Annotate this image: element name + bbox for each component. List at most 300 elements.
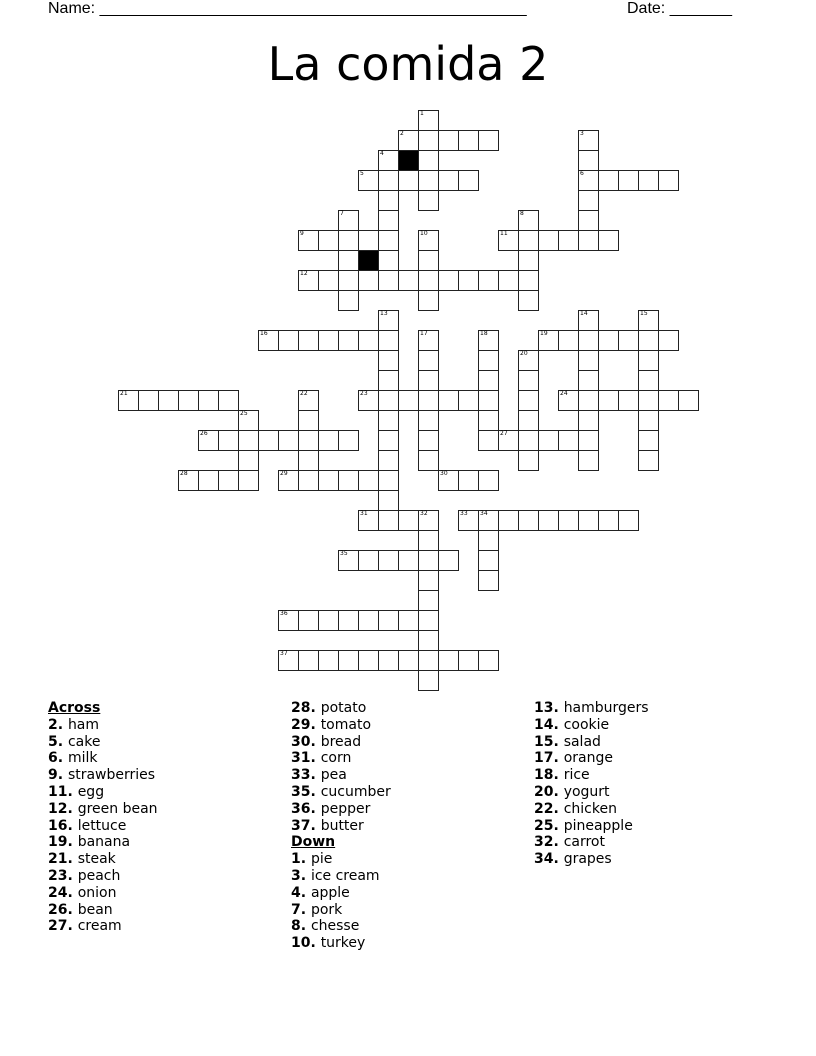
grid-cell[interactable]	[358, 330, 379, 351]
grid-cell[interactable]	[518, 210, 539, 231]
clue-item	[534, 767, 649, 784]
grid-cell[interactable]	[478, 410, 499, 431]
cell-number: 4	[380, 150, 384, 157]
clue-item	[48, 868, 158, 885]
grid-cell[interactable]	[458, 270, 479, 291]
grid-cell[interactable]	[478, 370, 499, 391]
grid-cell[interactable]	[358, 610, 379, 631]
grid-cell[interactable]	[418, 590, 439, 611]
grid-cell[interactable]	[498, 430, 519, 451]
clue-column-1	[48, 700, 158, 935]
grid-cell[interactable]	[478, 390, 499, 411]
grid-cell[interactable]	[498, 270, 519, 291]
grid-cell[interactable]	[578, 130, 599, 151]
clue-item	[48, 717, 158, 734]
clue-item	[291, 750, 391, 767]
grid-cell[interactable]	[298, 390, 319, 411]
grid-cell[interactable]	[638, 330, 659, 351]
grid-cell[interactable]	[398, 130, 419, 151]
grid-cell[interactable]	[378, 210, 399, 231]
grid-cell[interactable]	[278, 330, 299, 351]
grid-cell[interactable]	[398, 270, 419, 291]
grid-cell[interactable]	[538, 330, 559, 351]
grid-cell[interactable]	[318, 330, 339, 351]
cell-number: 19	[540, 330, 548, 337]
grid-cell[interactable]	[338, 610, 359, 631]
grid-cell[interactable]	[258, 430, 279, 451]
grid-cell[interactable]	[418, 290, 439, 311]
grid-cell[interactable]	[578, 310, 599, 331]
grid-cell[interactable]	[638, 450, 659, 471]
grid-cell[interactable]	[558, 430, 579, 451]
grid-cell[interactable]	[218, 430, 239, 451]
grid-cell[interactable]	[378, 390, 399, 411]
grid-cell[interactable]	[578, 450, 599, 471]
grid-cell[interactable]	[378, 270, 399, 291]
grid-cell[interactable]	[358, 510, 379, 531]
clue-item	[48, 851, 158, 868]
grid-cell[interactable]	[338, 230, 359, 251]
grid-cell[interactable]	[578, 350, 599, 371]
clue-text: peach	[77, 867, 121, 884]
cell-number: 37	[280, 650, 288, 657]
grid-cell[interactable]	[378, 190, 399, 211]
grid-cell[interactable]	[338, 470, 359, 491]
grid-cell[interactable]	[418, 670, 439, 691]
grid-cell[interactable]	[178, 470, 199, 491]
grid-cell[interactable]	[418, 250, 439, 271]
grid-cell[interactable]	[298, 230, 319, 251]
clue-item	[48, 784, 158, 801]
cell-number: 15	[640, 310, 648, 317]
grid-cell[interactable]	[518, 370, 539, 391]
clue-number: 36.	[291, 800, 321, 817]
grid-cell[interactable]	[238, 410, 259, 431]
clue-text: lettuce	[77, 817, 127, 834]
clue-number: 2.	[48, 716, 68, 733]
clue-text: chicken	[563, 800, 617, 817]
cell-number: 12	[300, 270, 308, 277]
clue-text: cake	[67, 733, 101, 750]
grid-cell[interactable]	[298, 650, 319, 671]
grid-cell[interactable]	[338, 550, 359, 571]
grid-cell[interactable]	[298, 330, 319, 351]
grid-cell[interactable]	[398, 550, 419, 571]
grid-cell[interactable]	[478, 430, 499, 451]
grid-cell[interactable]	[358, 550, 379, 571]
grid-cell[interactable]	[478, 530, 499, 551]
clue-item	[48, 918, 158, 935]
grid-cell[interactable]	[418, 430, 439, 451]
grid-cell[interactable]	[418, 110, 439, 131]
clue-number: 26.	[48, 901, 78, 918]
cell-number: 6	[580, 170, 584, 177]
grid-cell[interactable]	[158, 390, 179, 411]
grid-cell[interactable]	[378, 330, 399, 351]
clue-number: 31.	[291, 750, 321, 767]
grid-cell[interactable]	[378, 370, 399, 391]
grid-cell[interactable]	[478, 570, 499, 591]
clue-column-2	[291, 700, 391, 952]
cell-number: 18	[480, 330, 488, 337]
clue-text: yogurt	[563, 783, 610, 800]
grid-cell[interactable]	[278, 470, 299, 491]
grid-cell[interactable]	[518, 230, 539, 251]
grid-cell[interactable]	[298, 450, 319, 471]
grid-cell[interactable]	[358, 650, 379, 671]
clue-heading: Across	[48, 700, 101, 716]
grid-cell[interactable]	[518, 450, 539, 471]
clue-number: 25.	[534, 817, 564, 834]
grid-cell[interactable]	[258, 330, 279, 351]
grid-cell[interactable]	[338, 650, 359, 671]
grid-cell[interactable]	[338, 210, 359, 231]
grid-cell[interactable]	[438, 650, 459, 671]
grid-cell[interactable]	[578, 170, 599, 191]
grid-cell[interactable]	[418, 170, 439, 191]
clue-number: 35.	[291, 783, 321, 800]
cell-number: 8	[520, 210, 524, 217]
grid-cell[interactable]	[438, 470, 459, 491]
clue-text: butter	[320, 817, 364, 834]
grid-cell[interactable]	[318, 470, 339, 491]
grid-cell[interactable]	[578, 390, 599, 411]
grid-cell[interactable]	[578, 330, 599, 351]
grid-cell[interactable]	[338, 270, 359, 291]
grid-cell[interactable]	[618, 510, 639, 531]
grid-cell[interactable]	[538, 230, 559, 251]
grid-cell[interactable]	[418, 230, 439, 251]
clue-number: 12.	[48, 800, 78, 817]
clue-number: 8.	[291, 918, 311, 935]
grid-cell[interactable]	[238, 470, 259, 491]
clue-number: 28.	[291, 700, 321, 716]
grid-cell[interactable]	[518, 410, 539, 431]
grid-cell[interactable]	[318, 650, 339, 671]
grid-cell[interactable]	[318, 270, 339, 291]
grid-cell-black	[358, 250, 379, 271]
clue-number: 19.	[48, 834, 78, 851]
cell-number: 21	[120, 390, 128, 397]
clue-number: 7.	[291, 901, 311, 918]
grid-cell[interactable]	[278, 430, 299, 451]
clue-number: 20.	[534, 783, 564, 800]
grid-cell[interactable]	[378, 150, 399, 171]
clue-text: green bean	[77, 800, 158, 817]
grid-cell[interactable]	[638, 370, 659, 391]
grid-cell[interactable]	[418, 650, 439, 671]
clue-number: 29.	[291, 716, 321, 733]
grid-cell[interactable]	[318, 610, 339, 631]
cell-number: 23	[360, 390, 368, 397]
clue-column-3	[534, 700, 649, 868]
grid-cell[interactable]	[278, 610, 299, 631]
grid-cell[interactable]	[378, 470, 399, 491]
grid-cell[interactable]	[418, 190, 439, 211]
grid-cell[interactable]	[458, 390, 479, 411]
grid-cell[interactable]	[418, 350, 439, 371]
grid-cell[interactable]	[518, 390, 539, 411]
clue-number: 34.	[534, 851, 564, 868]
clue-item	[291, 801, 391, 818]
grid-cell[interactable]	[198, 470, 219, 491]
grid-cell[interactable]	[578, 150, 599, 171]
grid-cell[interactable]	[438, 130, 459, 151]
grid-cell[interactable]	[378, 550, 399, 571]
grid-cell[interactable]	[638, 310, 659, 331]
grid-cell[interactable]	[638, 170, 659, 191]
grid-cell[interactable]	[618, 390, 639, 411]
grid-cell[interactable]	[338, 430, 359, 451]
grid-cell[interactable]	[478, 350, 499, 371]
grid-cell[interactable]	[578, 210, 599, 231]
grid-cell[interactable]	[398, 510, 419, 531]
grid-cell[interactable]	[538, 430, 559, 451]
grid-cell[interactable]	[418, 630, 439, 651]
grid-cell[interactable]	[458, 130, 479, 151]
grid-cell[interactable]	[238, 430, 259, 451]
grid-cell[interactable]	[338, 330, 359, 351]
grid-cell[interactable]	[278, 650, 299, 671]
grid-cell[interactable]	[418, 610, 439, 631]
clue-number: 22.	[534, 800, 564, 817]
grid-cell[interactable]	[418, 550, 439, 571]
clue-text: cream	[77, 918, 122, 935]
grid-cell[interactable]	[658, 170, 679, 191]
grid-cell[interactable]	[618, 330, 639, 351]
grid-cell[interactable]	[378, 410, 399, 431]
grid-cell[interactable]	[578, 430, 599, 451]
grid-cell[interactable]	[458, 510, 479, 531]
clue-item	[534, 834, 649, 851]
clue-item	[48, 734, 158, 751]
clue-item	[48, 750, 158, 767]
grid-cell[interactable]	[358, 390, 379, 411]
cell-number: 35	[340, 550, 348, 557]
grid-cell[interactable]	[658, 330, 679, 351]
grid-cell[interactable]	[458, 650, 479, 671]
grid-cell[interactable]	[298, 270, 319, 291]
clue-item	[48, 818, 158, 835]
grid-cell[interactable]	[598, 390, 619, 411]
clue-text: salad	[563, 733, 601, 750]
grid-cell[interactable]	[438, 550, 459, 571]
clue-text: milk	[67, 750, 98, 767]
grid-cell[interactable]	[418, 150, 439, 171]
grid-cell[interactable]	[518, 270, 539, 291]
grid-cell[interactable]	[638, 410, 659, 431]
grid-cell[interactable]	[298, 470, 319, 491]
name-field[interactable]: Name: ________________________________________________	[48, 0, 527, 17]
grid-cell[interactable]	[378, 430, 399, 451]
grid-cell[interactable]	[638, 430, 659, 451]
grid-cell[interactable]	[578, 190, 599, 211]
clue-item	[291, 818, 391, 835]
grid-cell[interactable]	[358, 230, 379, 251]
grid-cell[interactable]	[578, 370, 599, 391]
cell-number: 26	[200, 430, 208, 437]
grid-cell[interactable]	[418, 450, 439, 471]
grid-cell[interactable]	[378, 310, 399, 331]
grid-cell[interactable]	[438, 270, 459, 291]
grid-cell[interactable]	[598, 170, 619, 191]
grid-cell[interactable]	[358, 170, 379, 191]
clue-number: 1.	[291, 851, 311, 868]
grid-cell[interactable]	[418, 510, 439, 531]
grid-cell[interactable]	[418, 370, 439, 391]
grid-cell[interactable]	[518, 350, 539, 371]
grid-cell[interactable]	[398, 390, 419, 411]
grid-cell[interactable]	[598, 510, 619, 531]
grid-cell[interactable]	[458, 470, 479, 491]
grid-cell[interactable]	[518, 430, 539, 451]
grid-cell[interactable]	[338, 250, 359, 271]
grid-cell[interactable]	[558, 510, 579, 531]
grid-cell[interactable]	[438, 390, 459, 411]
clue-item	[534, 734, 649, 751]
clue-text: pepper	[320, 800, 371, 817]
grid-cell[interactable]	[418, 330, 439, 351]
grid-cell[interactable]	[378, 450, 399, 471]
grid-cell[interactable]	[478, 330, 499, 351]
clue-text: bread	[320, 733, 362, 750]
grid-cell[interactable]	[498, 510, 519, 531]
clue-item	[291, 734, 391, 751]
clue-item	[291, 700, 391, 717]
cell-number: 13	[380, 310, 388, 317]
grid-cell[interactable]	[418, 130, 439, 151]
clue-number: 16.	[48, 817, 78, 834]
cell-number: 31	[360, 510, 368, 517]
grid-cell[interactable]	[218, 390, 239, 411]
grid-cell[interactable]	[418, 270, 439, 291]
clue-number: 23.	[48, 867, 78, 884]
date-field[interactable]: Date: _______	[627, 0, 732, 17]
grid-cell[interactable]	[478, 650, 499, 671]
cell-number: 1	[420, 110, 424, 117]
clue-item	[291, 902, 391, 919]
grid-cell[interactable]	[518, 510, 539, 531]
grid-cell[interactable]	[658, 390, 679, 411]
grid-cell[interactable]	[638, 390, 659, 411]
grid-cell[interactable]	[138, 390, 159, 411]
clue-number: 14.	[534, 716, 564, 733]
grid-cell-black	[398, 150, 419, 171]
grid-cell[interactable]	[378, 490, 399, 511]
grid-cell[interactable]	[498, 230, 519, 251]
grid-cell[interactable]	[378, 610, 399, 631]
grid-cell[interactable]	[558, 390, 579, 411]
grid-cell[interactable]	[378, 230, 399, 251]
grid-cell[interactable]	[458, 170, 479, 191]
clue-text: onion	[77, 884, 117, 901]
cell-number: 32	[420, 510, 428, 517]
grid-cell[interactable]	[378, 510, 399, 531]
grid-cell[interactable]	[378, 250, 399, 271]
clue-text: chesse	[310, 918, 360, 935]
cell-number: 10	[420, 230, 428, 237]
grid-cell[interactable]	[318, 230, 339, 251]
grid-cell[interactable]	[638, 350, 659, 371]
grid-cell[interactable]	[418, 530, 439, 551]
grid-cell[interactable]	[198, 430, 219, 451]
clue-item	[48, 885, 158, 902]
grid-cell[interactable]	[398, 650, 419, 671]
grid-cell[interactable]	[178, 390, 199, 411]
cell-number: 5	[360, 170, 364, 177]
grid-cell[interactable]	[298, 610, 319, 631]
clue-number: 32.	[534, 834, 564, 851]
grid-cell[interactable]	[238, 450, 259, 471]
clue-number: 15.	[534, 733, 564, 750]
grid-cell[interactable]	[358, 270, 379, 291]
grid-cell[interactable]	[398, 170, 419, 191]
grid-cell[interactable]	[478, 270, 499, 291]
grid-cell[interactable]	[118, 390, 139, 411]
clue-number: 17.	[534, 750, 564, 767]
grid-cell[interactable]	[298, 410, 319, 431]
cell-number: 7	[340, 210, 344, 217]
grid-cell[interactable]	[578, 510, 599, 531]
grid-cell[interactable]	[558, 330, 579, 351]
grid-cell[interactable]	[418, 390, 439, 411]
grid-cell[interactable]	[558, 230, 579, 251]
grid-cell[interactable]	[598, 330, 619, 351]
grid-cell[interactable]	[378, 350, 399, 371]
grid-cell[interactable]	[618, 170, 639, 191]
clue-text: tomato	[320, 716, 372, 733]
grid-cell[interactable]	[438, 170, 459, 191]
grid-cell[interactable]	[378, 170, 399, 191]
grid-cell[interactable]	[678, 390, 699, 411]
grid-cell[interactable]	[378, 650, 399, 671]
clue-number: 3.	[291, 867, 311, 884]
clue-item	[48, 801, 158, 818]
grid-cell[interactable]	[198, 390, 219, 411]
clue-number: 5.	[48, 733, 68, 750]
clue-number: 4.	[291, 884, 311, 901]
clue-number: 13.	[534, 700, 564, 716]
grid-cell[interactable]	[478, 510, 499, 531]
clue-number: 30.	[291, 733, 321, 750]
clue-item	[48, 834, 158, 851]
clue-text: hamburgers	[563, 700, 649, 716]
grid-cell[interactable]	[418, 410, 439, 431]
grid-cell[interactable]	[418, 570, 439, 591]
grid-cell[interactable]	[358, 470, 379, 491]
grid-cell[interactable]	[398, 610, 419, 631]
clue-item	[534, 700, 649, 717]
clue-number: 11.	[48, 783, 78, 800]
grid-cell[interactable]	[298, 430, 319, 451]
grid-cell[interactable]	[478, 130, 499, 151]
grid-cell[interactable]	[578, 410, 599, 431]
grid-cell[interactable]	[478, 550, 499, 571]
grid-cell[interactable]	[338, 290, 359, 311]
grid-cell[interactable]	[478, 470, 499, 491]
cell-number: 3	[580, 130, 584, 137]
clue-text: rice	[563, 767, 590, 784]
grid-cell[interactable]	[578, 230, 599, 251]
grid-cell[interactable]	[318, 430, 339, 451]
grid-cell[interactable]	[518, 250, 539, 271]
grid-cell[interactable]	[538, 510, 559, 531]
grid-cell[interactable]	[598, 230, 619, 251]
grid-cell[interactable]	[218, 470, 239, 491]
clue-text: pork	[310, 901, 343, 918]
clue-item	[48, 767, 158, 784]
grid-cell[interactable]	[518, 290, 539, 311]
